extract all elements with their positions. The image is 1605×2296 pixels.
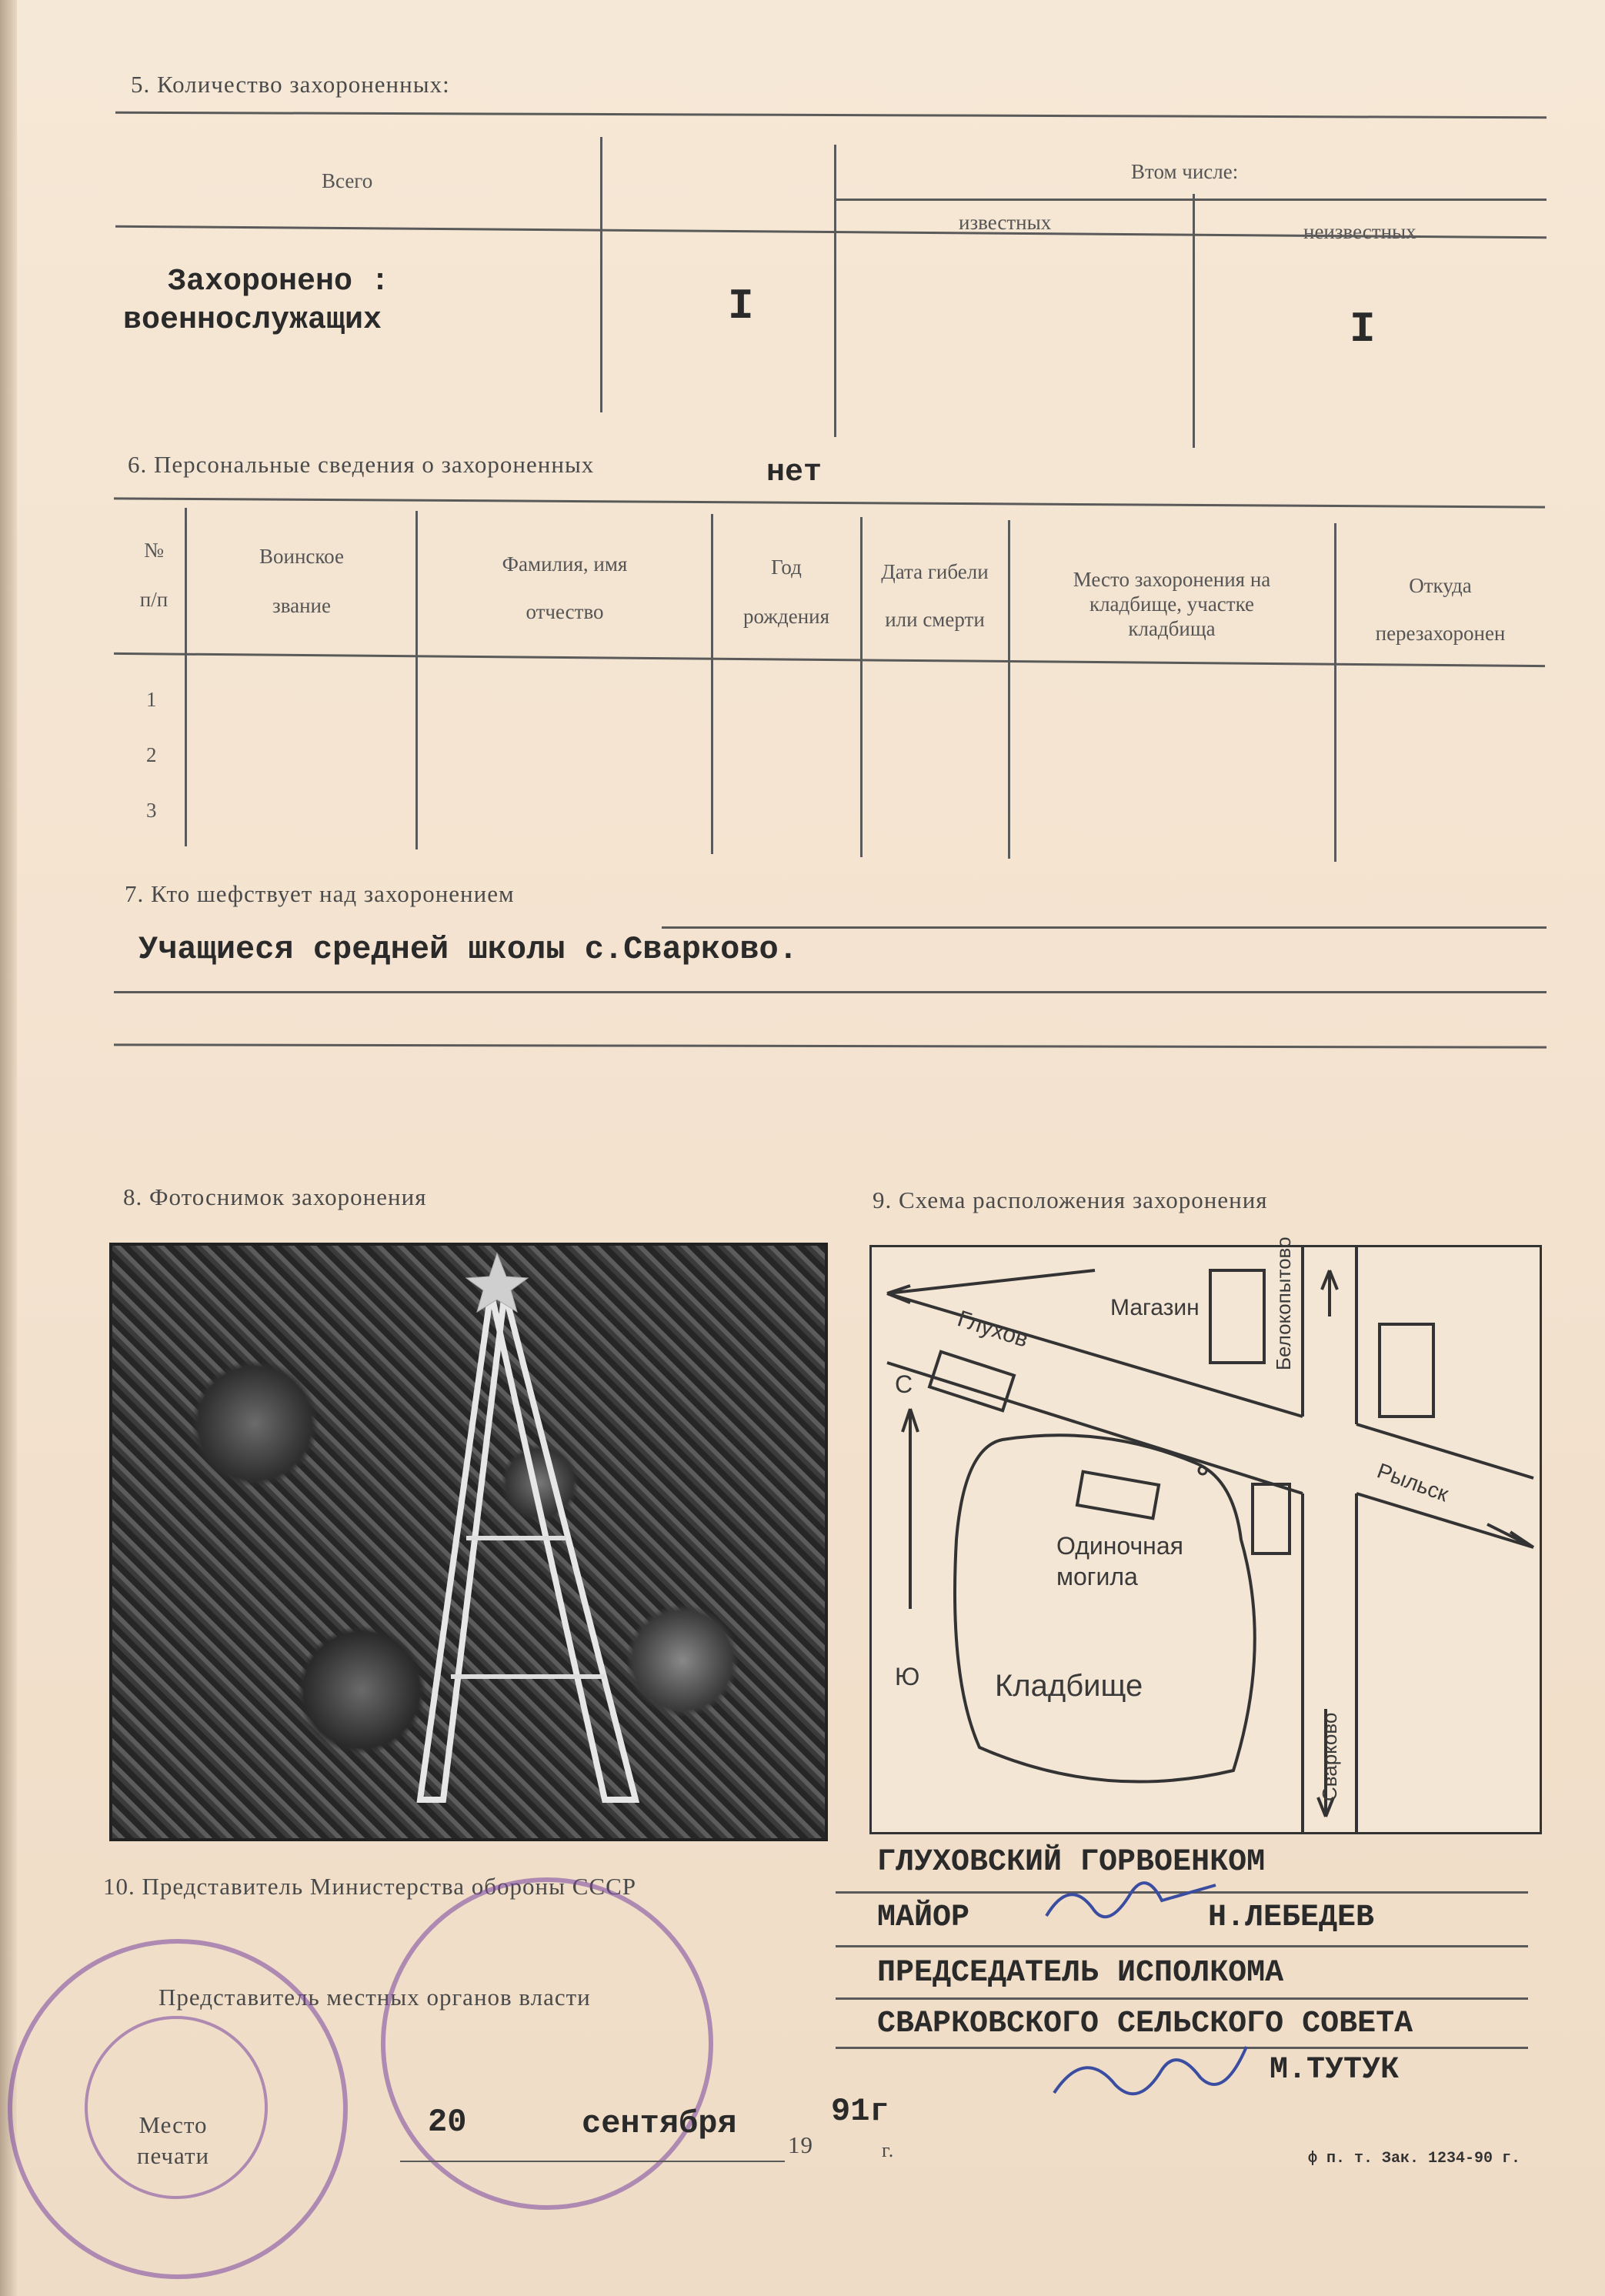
tutuk-name: М.ТУТУК	[1270, 2053, 1400, 2087]
header-total: Всего	[322, 169, 373, 192]
signature-lebedev	[1039, 1870, 1239, 1939]
col-from-1: Откуда	[1409, 574, 1472, 597]
section10-title: 10. Представитель Министерства обороны СССР	[103, 1873, 637, 1900]
col-place-2: кладбище, участке	[1089, 592, 1255, 616]
unknown-count: I	[1350, 305, 1376, 354]
lebedev-name: Н.ЛЕБЕДЕВ	[1208, 1901, 1375, 1935]
line	[1193, 194, 1195, 448]
date-month: сентября	[582, 2105, 737, 2142]
row-number: 1	[146, 688, 157, 711]
voenkom-title: ГЛУХОВСКИЙ ГОРВОЕНКОМ	[877, 1845, 1266, 1880]
col-num-1: №	[144, 539, 164, 562]
small-seal	[85, 2016, 268, 2199]
col-rank-2: звание	[272, 594, 331, 617]
date-year: 91г	[831, 2093, 889, 2130]
line	[834, 145, 836, 437]
line	[860, 517, 863, 857]
col-name-1: Фамилия, имя	[502, 552, 628, 576]
label-belokopytovo: Белокопытово	[1272, 1236, 1295, 1370]
patron-value: Учащиеся средней школы с.Сварково.	[138, 931, 798, 968]
point-marker	[1199, 1467, 1206, 1474]
label-rylsk: Рыльск	[1373, 1458, 1452, 1507]
label-gluhov: Глухов	[954, 1306, 1032, 1353]
label-cemetery: Кладбище	[995, 1669, 1143, 1703]
col-year-1: Год	[771, 556, 802, 579]
header-unknown: неизвестных	[1303, 220, 1416, 243]
page-edge	[0, 0, 17, 2296]
line	[114, 991, 1547, 993]
col-place-1: Место захоронения на	[1073, 568, 1271, 591]
print-footer: ф п. т. Зак. 1234-90 г.	[1308, 2150, 1521, 2168]
burial-photo	[109, 1243, 828, 1841]
line	[836, 199, 1547, 201]
section7-title: 7. Кто шефствует над захоронением	[125, 880, 515, 907]
line	[1334, 523, 1336, 862]
chair-title-1: ПРЕДСЕДАТЕЛЬ ИСПОЛКОМА	[877, 1956, 1284, 1991]
line	[114, 652, 1545, 667]
section6-title: 6. Персональные сведения о захороненных	[128, 451, 595, 478]
col-num-2: п/п	[139, 588, 169, 611]
section5-title: 5. Количество захороненных:	[131, 71, 450, 98]
label-north: С	[895, 1370, 913, 1398]
line	[415, 511, 418, 849]
label-magazin: Магазин	[1110, 1295, 1200, 1320]
seal-place-label-2: печати	[136, 2142, 210, 2169]
row-number: 2	[146, 743, 157, 766]
local-representative-label: Представитель местных органов власти	[158, 1984, 591, 2011]
line	[836, 1997, 1528, 2000]
label-svarkovo: Сварково	[1318, 1712, 1341, 1801]
line	[114, 1043, 1547, 1048]
line	[662, 926, 1547, 929]
obelisk-icon	[112, 1246, 825, 1838]
section9-title: 9. Схема расположения захоронения	[873, 1186, 1268, 1213]
chair-title-2: СВАРКОВСКОГО СЕЛЬСКОГО СОВЕТА	[877, 2007, 1413, 2041]
label-grave-1: Одиночная	[1056, 1532, 1183, 1560]
line	[185, 508, 187, 846]
col-year-2: рождения	[742, 605, 830, 628]
date-suffix: г.	[882, 2139, 895, 2161]
major-rank: МАЙОР	[877, 1901, 970, 1935]
location-scheme	[869, 1236, 1542, 1834]
personal-none: нет	[766, 456, 823, 490]
line	[114, 497, 1545, 508]
seal-place-label-1: Место	[138, 2111, 208, 2138]
date-century: 19	[788, 2131, 813, 2158]
buried-line2: военнослужащих	[123, 303, 382, 338]
total-count: I	[728, 282, 754, 331]
header-including: Втом числе:	[1131, 160, 1239, 183]
date-day: 20	[428, 2104, 467, 2141]
col-name-2: отчество	[526, 600, 604, 623]
col-from-2: перезахоронен	[1375, 622, 1506, 645]
col-date-1: Дата гибели	[881, 560, 989, 583]
col-place-3: кладбища	[1128, 617, 1216, 640]
col-rank-1: Воинское	[259, 545, 344, 568]
line	[400, 2161, 785, 2162]
header-known: известных	[959, 211, 1052, 234]
col-date-2: или смерти	[885, 608, 985, 631]
line	[600, 137, 602, 412]
label-south: Ю	[895, 1663, 920, 1690]
section8-title: 8. Фотоснимок захоронения	[123, 1183, 427, 1210]
buried-line1: Захоронено :	[168, 265, 390, 299]
label-grave-2: могила	[1056, 1563, 1138, 1590]
row-number: 3	[146, 799, 157, 822]
line	[836, 1945, 1528, 1947]
line	[711, 514, 713, 854]
signature-tutuk	[1046, 2031, 1277, 2116]
line	[115, 112, 1547, 118]
line	[1008, 520, 1010, 859]
